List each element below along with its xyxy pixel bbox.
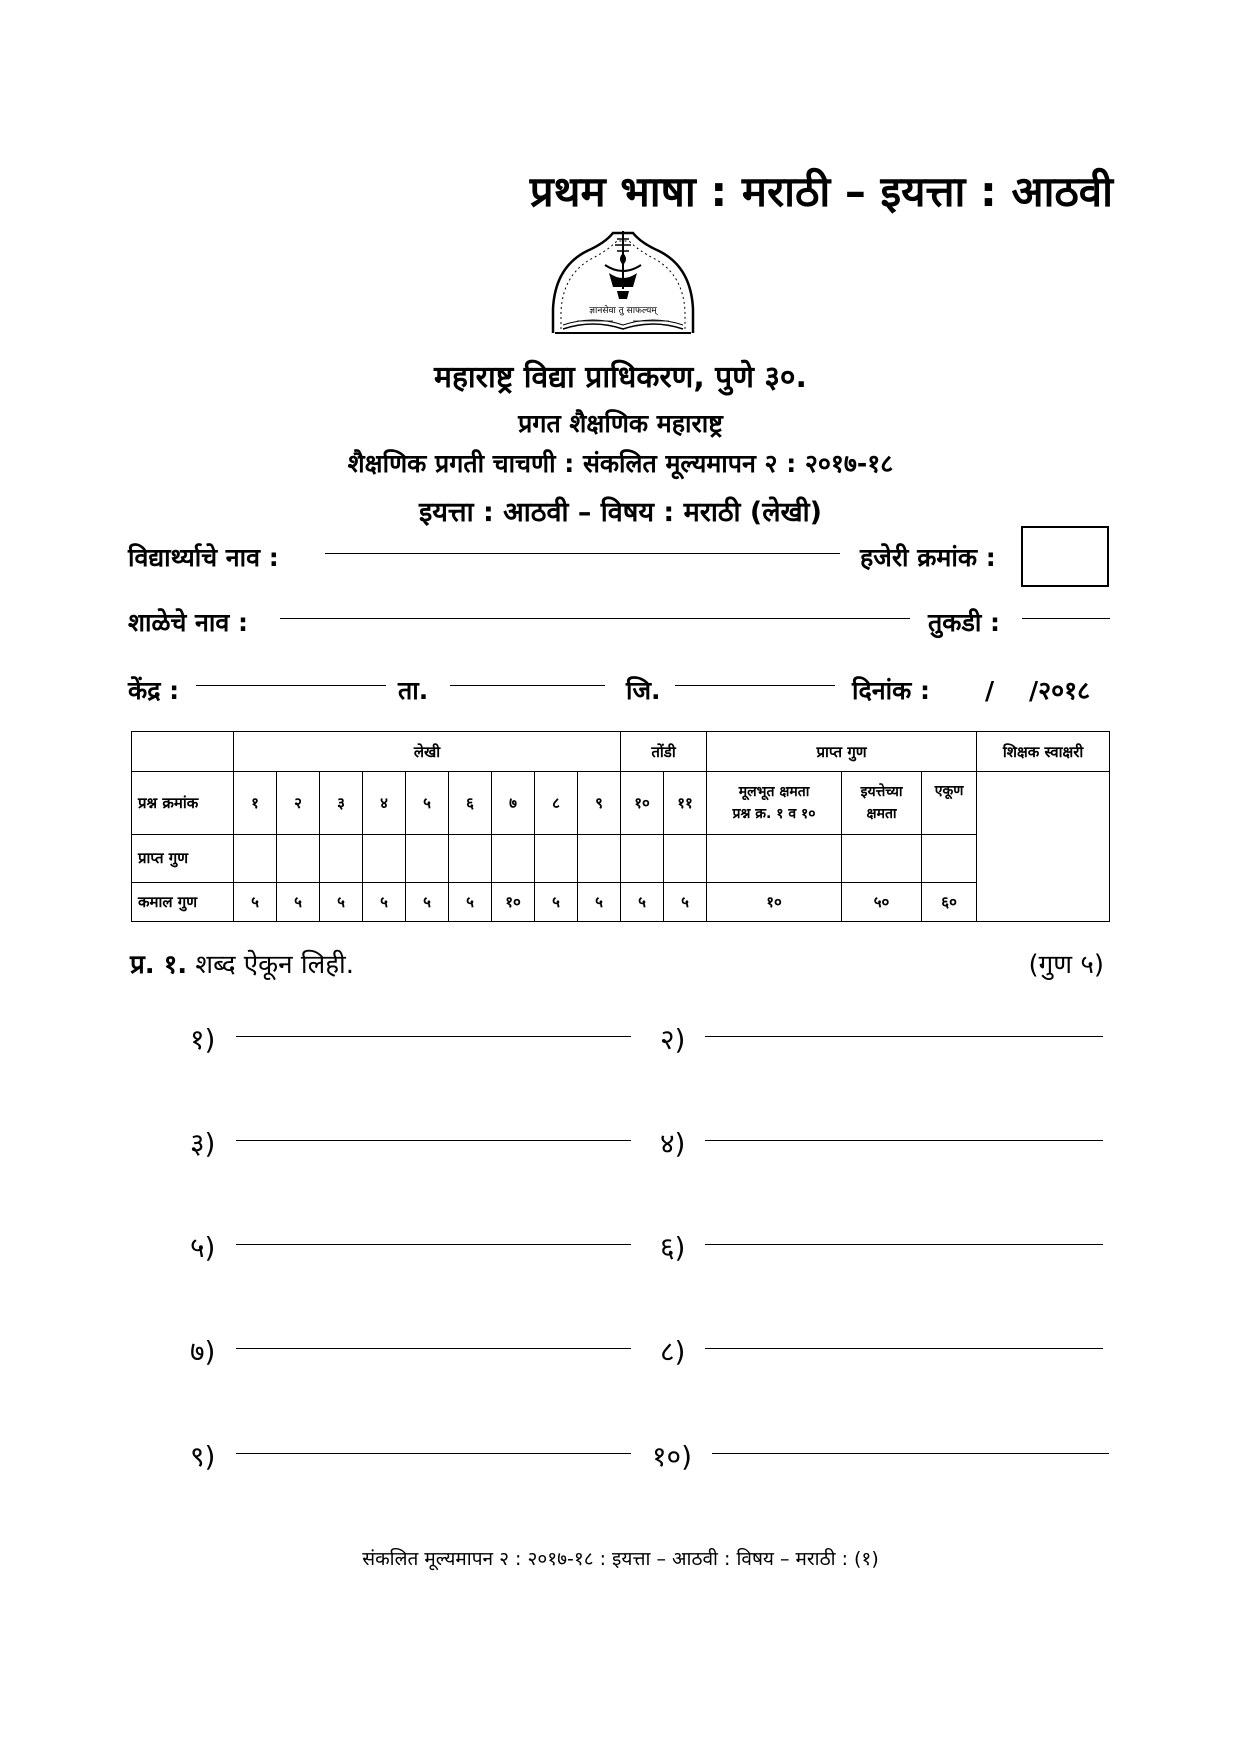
division-field[interactable] bbox=[1022, 618, 1110, 619]
school-name-label: शाळेचे नाव : bbox=[128, 608, 249, 637]
answer-line[interactable] bbox=[236, 1244, 631, 1245]
taluka-field[interactable] bbox=[450, 685, 605, 686]
student-name-label: विद्यार्थ्याचे नाव : bbox=[128, 543, 279, 572]
answer-line[interactable] bbox=[236, 1140, 631, 1141]
marks-table bbox=[131, 731, 1110, 922]
lamp-emblem-icon bbox=[547, 225, 699, 345]
question-number-cell: ५ bbox=[406, 772, 449, 834]
answer-number: ५) bbox=[190, 1231, 216, 1264]
obtained-marks-cell[interactable] bbox=[363, 834, 406, 882]
grade-ability-sub: क्षमता bbox=[866, 805, 897, 822]
max-marks-cell: ५ bbox=[535, 882, 578, 921]
roll-number-label: हजेरी क्रमांक : bbox=[860, 543, 996, 572]
roll-number-box[interactable] bbox=[1021, 526, 1109, 587]
district-label: जि. bbox=[626, 676, 661, 705]
row-label-max: कमाल गुण bbox=[132, 882, 234, 921]
test-name: शैक्षणिक प्रगती चाचणी : संकलित मूल्यमापन २ : २०१७-१८ bbox=[347, 449, 894, 478]
obtained-total-cell[interactable] bbox=[922, 834, 977, 882]
division-label: तुकडी : bbox=[928, 608, 1001, 637]
taluka-label: ता. bbox=[398, 676, 429, 705]
header-oral: तोंडी bbox=[621, 732, 707, 772]
subject-line: इयत्ता : आठवी – विषय : मराठी (लेखी) bbox=[419, 497, 822, 528]
max-marks-cell: ५ bbox=[406, 882, 449, 921]
answer-number: ८) bbox=[660, 1335, 686, 1368]
basic-ability-header bbox=[707, 772, 842, 834]
max-grade-cell: ५० bbox=[842, 882, 922, 921]
answer-line[interactable] bbox=[705, 1348, 1103, 1349]
answer-number: १) bbox=[190, 1023, 216, 1056]
total-header: एकूण bbox=[922, 772, 977, 834]
max-basic-cell: १० bbox=[707, 882, 842, 921]
max-marks-cell: ५ bbox=[277, 882, 320, 921]
row-label-obtained: प्राप्त गुण bbox=[132, 834, 234, 882]
obtained-marks-cell[interactable] bbox=[277, 834, 320, 882]
obtained-basic-cell[interactable] bbox=[707, 834, 842, 882]
max-marks-cell: ५ bbox=[578, 882, 621, 921]
max-marks-cell: ५ bbox=[449, 882, 492, 921]
question-number-cell: १ bbox=[234, 772, 277, 834]
answer-line[interactable] bbox=[705, 1140, 1103, 1141]
question-number-cell: ८ bbox=[535, 772, 578, 834]
table-corner bbox=[132, 732, 234, 772]
logo-motto: ज्ञानसेवा तु साफल्यम् bbox=[589, 306, 657, 316]
obtained-marks-cell[interactable] bbox=[449, 834, 492, 882]
question-1-heading bbox=[130, 945, 354, 981]
obtained-marks-cell[interactable] bbox=[535, 834, 578, 882]
row-label-question: प्रश्न क्रमांक bbox=[132, 772, 234, 834]
obtained-marks-cell[interactable] bbox=[578, 834, 621, 882]
answer-line[interactable] bbox=[236, 1348, 631, 1349]
answer-number: ४) bbox=[660, 1127, 686, 1160]
teacher-signature-cell[interactable] bbox=[977, 772, 1110, 922]
page-footer: संकलित मूल्यमापन २ : २०१७-१८ : इयत्ता – आठवी : विषय – मराठी : (१) bbox=[362, 1548, 879, 1570]
header-written: लेखी bbox=[234, 732, 621, 772]
max-marks-cell: ५ bbox=[664, 882, 707, 921]
question-number-cell: ३ bbox=[320, 772, 363, 834]
max-marks-cell: ५ bbox=[320, 882, 363, 921]
question-number-cell: १० bbox=[621, 772, 664, 834]
obtained-marks-cell[interactable] bbox=[320, 834, 363, 882]
max-marks-cell: ५ bbox=[621, 882, 664, 921]
question-number-cell: ७ bbox=[492, 772, 535, 834]
answer-number: ९) bbox=[190, 1440, 216, 1473]
basic-ability-label: मूलभूत क्षमता bbox=[738, 783, 810, 800]
student-name-field[interactable] bbox=[325, 553, 840, 554]
question-number-cell: २ bbox=[277, 772, 320, 834]
header-teacher-signature: शिक्षक स्वाक्षरी bbox=[977, 732, 1110, 772]
answer-number: ७) bbox=[190, 1335, 216, 1368]
max-marks-cell: १० bbox=[492, 882, 535, 921]
question-number-cell: ९ bbox=[578, 772, 621, 834]
program-name: प्रगत शैक्षणिक महाराष्ट्र bbox=[518, 409, 723, 438]
answer-number: ३) bbox=[190, 1127, 216, 1160]
answer-line[interactable] bbox=[236, 1453, 631, 1454]
date-value: / /२०१८ bbox=[985, 676, 1091, 705]
answer-line[interactable] bbox=[236, 1036, 631, 1037]
obtained-marks-cell[interactable] bbox=[406, 834, 449, 882]
obtained-marks-cell[interactable] bbox=[621, 834, 664, 882]
question-1-text: शब्द ऐकून लिही. bbox=[195, 950, 355, 980]
max-marks-cell: ५ bbox=[363, 882, 406, 921]
obtained-marks-cell[interactable] bbox=[492, 834, 535, 882]
question-number-cell: ६ bbox=[449, 772, 492, 834]
school-name-field[interactable] bbox=[280, 618, 910, 619]
basic-ability-sub: प्रश्न क्र. १ व १० bbox=[732, 805, 816, 822]
district-field[interactable] bbox=[675, 685, 835, 686]
answer-number: १०) bbox=[652, 1440, 693, 1473]
grade-ability-header bbox=[842, 772, 922, 834]
question-number-cell: ४ bbox=[363, 772, 406, 834]
page-title: प्रथम भाषा : मराठी – इयत्ता : आठवी bbox=[529, 167, 1113, 216]
answer-number: ६) bbox=[660, 1231, 686, 1264]
answer-number: २) bbox=[660, 1023, 686, 1056]
centre-field[interactable] bbox=[196, 685, 386, 686]
obtained-grade-cell[interactable] bbox=[842, 834, 922, 882]
answer-line[interactable] bbox=[705, 1244, 1103, 1245]
answer-line[interactable] bbox=[705, 1036, 1103, 1037]
date-label: दिनांक : bbox=[852, 676, 931, 705]
obtained-marks-cell[interactable] bbox=[664, 834, 707, 882]
question-number-cell: ११ bbox=[664, 772, 707, 834]
question-1-number: प्र. १. bbox=[130, 950, 188, 980]
header-obtained: प्राप्त गुण bbox=[707, 732, 977, 772]
answer-line[interactable] bbox=[712, 1453, 1109, 1454]
grade-ability-label: इयत्तेच्या bbox=[860, 783, 903, 800]
obtained-marks-cell[interactable] bbox=[234, 834, 277, 882]
max-total-cell: ६० bbox=[922, 882, 977, 921]
question-1-marks: (गुण ५) bbox=[1028, 950, 1104, 980]
organization-name: महाराष्ट्र विद्या प्राधिकरण, पुणे ३०. bbox=[434, 360, 807, 395]
max-marks-cell: ५ bbox=[234, 882, 277, 921]
centre-label: केंद्र : bbox=[128, 676, 180, 705]
